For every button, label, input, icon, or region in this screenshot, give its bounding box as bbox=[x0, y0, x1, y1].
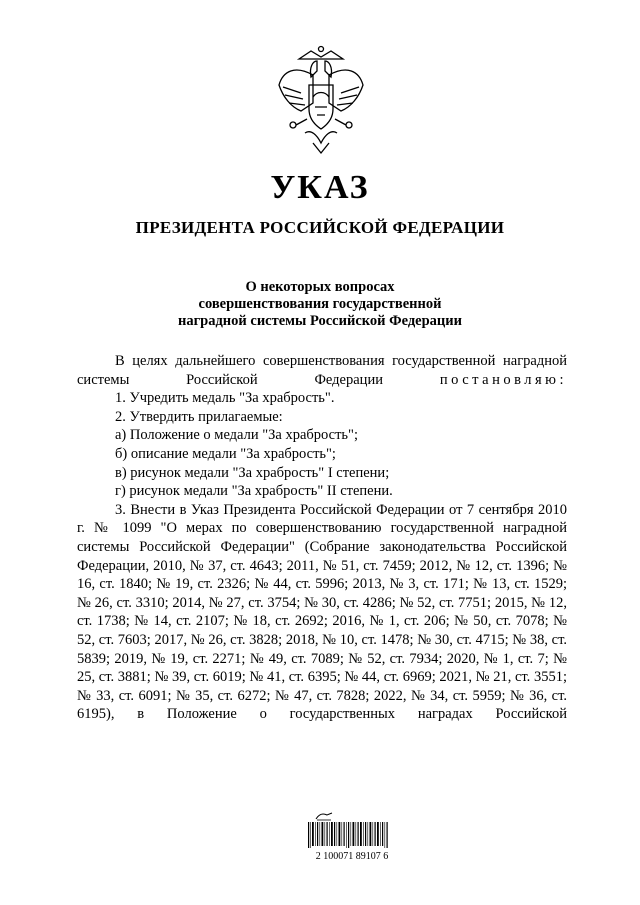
state-emblem-icon bbox=[273, 45, 369, 155]
item-3: 3. Внести в Указ Президента Российской Федерации от 7 сентября 2010 г. № 1099 "О мерах по совершенствованию государственной наградной системы Российской Федерации" (Собрание законодательства Российской Федерации, 2010, № 37, ст. 4643; 2011, № 51, ст. 7459; 2012, № 12, ст. 1396; № 16, ст. 1840; № 19, ст. 2326; № 44, ст. 5996; 2013, № 3, ст. 171; № 13, ст. 1529; № 26, ст. 3310; 2014, № 27, ст. 3754; № 30, ст. 4286; № 52, ст. 7751; 2015, № 12, ст. 1738; № 14, ст. 2107; № 18, ст. 2692; 2016, № 1, ст. 206; № 50, ст. 7078; № 52, ст. 7603; 2017, № 26, ст. 3828; 2018, № 10, ст. 1478; № 30, ст. 4715; № 38, ст. 5839; 2019, № 19, ст. 2271; № 49, ст. 7089; № 52, ст. 7934; 2020, № 1, ст. 7; № 25, ст. 3881; № 39, ст. 6019; № 41, ст. 6395; № 44, ст. 6969; 2021, № 21, ст. 3551; № 33, ст. 6091; № 35, ст. 6272; № 47, ст. 7828; 2022, № 34, ст. 5959; № 36, ст. 6195), в Положение о государственных наградах Российской bbox=[77, 501, 567, 723]
item-2a: а) Положение о медали "За храбрость"; bbox=[115, 427, 358, 444]
document-subtitle: ПРЕЗИДЕНТА РОССИЙСКОЙ ФЕДЕРАЦИИ bbox=[135, 218, 505, 237]
item-2: 2. Утвердить прилагаемые: bbox=[115, 408, 283, 425]
decree-body bbox=[77, 352, 567, 724]
item-1: 1. Учредить медаль "За храбрость". bbox=[115, 390, 335, 407]
document-title: УКАЗ bbox=[270, 169, 370, 206]
decree-word: постановляю: bbox=[439, 371, 568, 388]
heading-line-3: наградной системы Российской Федерации bbox=[177, 313, 463, 329]
item-2d: г) рисунок медали "За храбрость" II степени. bbox=[115, 483, 393, 500]
intro-text: В целях дальнейшего совершенствования государственной наградной системы Российской Федерации bbox=[77, 353, 567, 388]
item-2c: в) рисунок медали "За храбрость" I степени; bbox=[115, 464, 390, 481]
decree-heading bbox=[0, 279, 640, 330]
item-2b: б) описание медали "За храбрость"; bbox=[115, 445, 336, 462]
heading-line-2: совершенствования государственной bbox=[198, 296, 442, 312]
heading-line-1: О некоторых вопросах bbox=[245, 279, 395, 295]
intro-paragraph bbox=[77, 352, 567, 389]
barcode-icon bbox=[308, 822, 388, 848]
barcode-number: 2 100071 89107 6 bbox=[315, 851, 389, 862]
printer-logo-icon bbox=[315, 812, 333, 821]
